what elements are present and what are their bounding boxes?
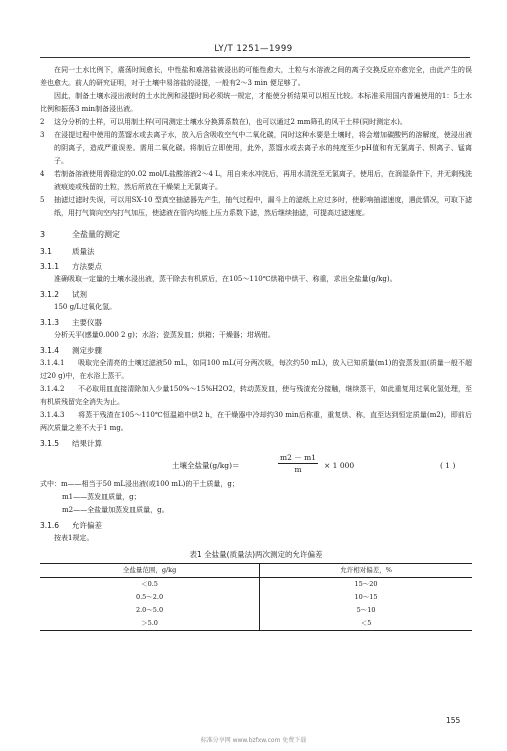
- formula-denominator: m: [294, 465, 302, 474]
- table-row: [40, 578, 472, 592]
- total-salt-formula: [40, 452, 472, 476]
- section-3-heading: 3 全盐量的测定: [40, 230, 120, 239]
- section-3-1-4-heading: 3.1.4 测定步骤: [40, 346, 102, 355]
- table-header-row: [40, 564, 472, 578]
- note-item-5: 5 抽滤过滤时失误，可以用SX-10 型真空抽滤器先产生，抽气过程中，漏斗上的滤纸上应过多时，使影响抽滤速度，遇此情况，可取下滤纸，用打气筒向空内打气加压，使滤液在管内均能上压力系数下滤，然后继续抽滤，可提高过滤速度。: [40, 196, 472, 217]
- table-row: [40, 591, 472, 604]
- equation-number: ( 1 ): [440, 461, 456, 470]
- section-3-1-heading: 3.1 质量法: [40, 247, 95, 256]
- step-3-1-4-3: 3.1.4.3 将蒸干残渣在105～110℃恒温箱中烘2 h，在干燥器中冷却约30 min后称重，重复烘、称，直至达到恒定质量(m2)，即前后两次质量之差不大于1 mg。: [40, 411, 472, 432]
- header-rule: [40, 57, 470, 58]
- formula-rhs: × 1 000: [324, 461, 355, 470]
- table-cell-range: ＜0.5: [40, 578, 260, 592]
- table-header-range: 全盐量范围，g/kg: [40, 564, 260, 578]
- table-cell-deviation: 5～10: [356, 606, 376, 614]
- section-3-1-1-heading: 3.1.1 方法要点: [40, 262, 102, 271]
- section-3-1-6-heading: 3.1.6 允许偏差: [40, 521, 102, 530]
- table-cell-range: 0.5～2.0: [40, 591, 260, 604]
- where-m: 式中：m——相当于50 mL浸出液(或100 mL)的干土质量，g；: [40, 480, 239, 488]
- reagent-text: 150 g/L过氧化氢。: [54, 303, 117, 311]
- note-item-2: 2 这分分析的土样，可以用制土样(可同测定土壤水分换算系数在)，也可以通过2 mm筛孔的风干土样(同时测定水)。: [40, 118, 407, 126]
- instruments-text: 分析天平(感量0.000 2 g)；水浴；瓷蒸发皿；烘箱；干燥器；坩埚钳。: [54, 331, 275, 339]
- tolerance-table: [40, 563, 472, 631]
- standard-number-header: LY/T 1251—1999: [214, 44, 293, 54]
- table-cell-deviation: 10～15: [354, 593, 378, 601]
- where-m2: m2——全盐量加蒸发皿质量，g。: [62, 506, 169, 514]
- where-m1: m1——蒸发皿质量，g；: [62, 493, 141, 501]
- section-3-1-5-heading: 3.1.5 结果计算: [40, 439, 102, 448]
- table-row: [40, 604, 472, 617]
- table-cell-deviation: ＜5: [260, 617, 472, 631]
- note-item-4: 4 若制备溶液使用需稳定的0.02 mol/L盐酸溶液2～4 L，用自来水冲洗后，再用水清洗至无氯离子，使用后，在润湿条件下，并无剩残洗液痕迹或残留的土粒，然后所放在干燥架上无氯离子。: [40, 170, 472, 191]
- table-cell-range: ＞5.0: [40, 617, 260, 631]
- document-body: [40, 64, 472, 631]
- step-3-1-4-2: 3.1.4.2 不必取用皿直接清除加入少量150%～15%H2O2，转动蒸发皿，使与残渣充分接触，继续蒸干，如此重复用过氧化氢处理，至有机质残留完全消失为止。: [40, 385, 472, 406]
- table-cell-range: 2.0～5.0: [40, 604, 260, 617]
- intro-paragraph-2: 因此，制备土壤水浸出液时的土水比例和浸提时间必须统一规定，才能使分析结果可以相互比较。本标准采用国内普遍使用的1：5土水比例和振荡3 min制备浸出液。: [40, 92, 472, 113]
- section-3-1-3-heading: 3.1.3 主要仪器: [40, 318, 102, 327]
- table-1-caption: 表1 全盐量(质量法)两次测定的允许偏差: [189, 550, 323, 559]
- source-watermark: 标准分享网 www.bzfxw.com 免费下载: [200, 737, 307, 744]
- section-3-1-2-heading: 3.1.2 试剂: [40, 290, 87, 299]
- note-item-3: 3 在浸提过程中使用的蒸馏水或去离子水，放入后含吸收空气中二氧化碳，同时这种水要是土壤时，将会增加碳酸钙的溶解度，使浸出液的阴离子，造成严重误差。需用二氧化碳。将制后立即使用，此外，蒸馏水或去离子水的纯度至少pH值和有无氯离子、钡离子、锰离子。: [40, 131, 472, 165]
- table-row: [40, 617, 472, 631]
- table-header-deviation: 允许相对偏差，%: [260, 564, 472, 578]
- page-number: 155: [446, 716, 461, 725]
- formula-fraction: [278, 452, 318, 475]
- formula-lhs: 土壤全盐量(g/kg)＝: [172, 461, 240, 470]
- step-3-1-4-1: 3.1.4.1 吸取完全清亮的土壤过滤液50 mL，如同100 mL(可分两次吸，每次约50 mL)，放入已知质量(m1)的瓷蒸发皿(质量一般不超过20 g)中，在水浴上蒸干。: [40, 359, 472, 380]
- table-cell-deviation: 15～20: [354, 580, 378, 588]
- formula-numerator: m2 － m1: [279, 453, 317, 462]
- method-principle-text: 准确吸取一定量的土壤水浸出液，蒸干除去有机质后，在105～110℃烘箱中烘干、称重，求出全盐量(g/kg)。: [54, 275, 397, 283]
- intro-paragraph-1: 在同一土水比例下，震荡时间愈长，中性盐和难溶盐被浸出的可能性愈大，土粒与水溶液之间的离子交换反应亦愈完全，由此产生的误差也愈大。前人的研究证明，对于土壤中易溶盐的浸提，一般有2～3 min 便足够了。: [40, 66, 472, 87]
- tolerance-text: 按表1规定。: [54, 534, 94, 542]
